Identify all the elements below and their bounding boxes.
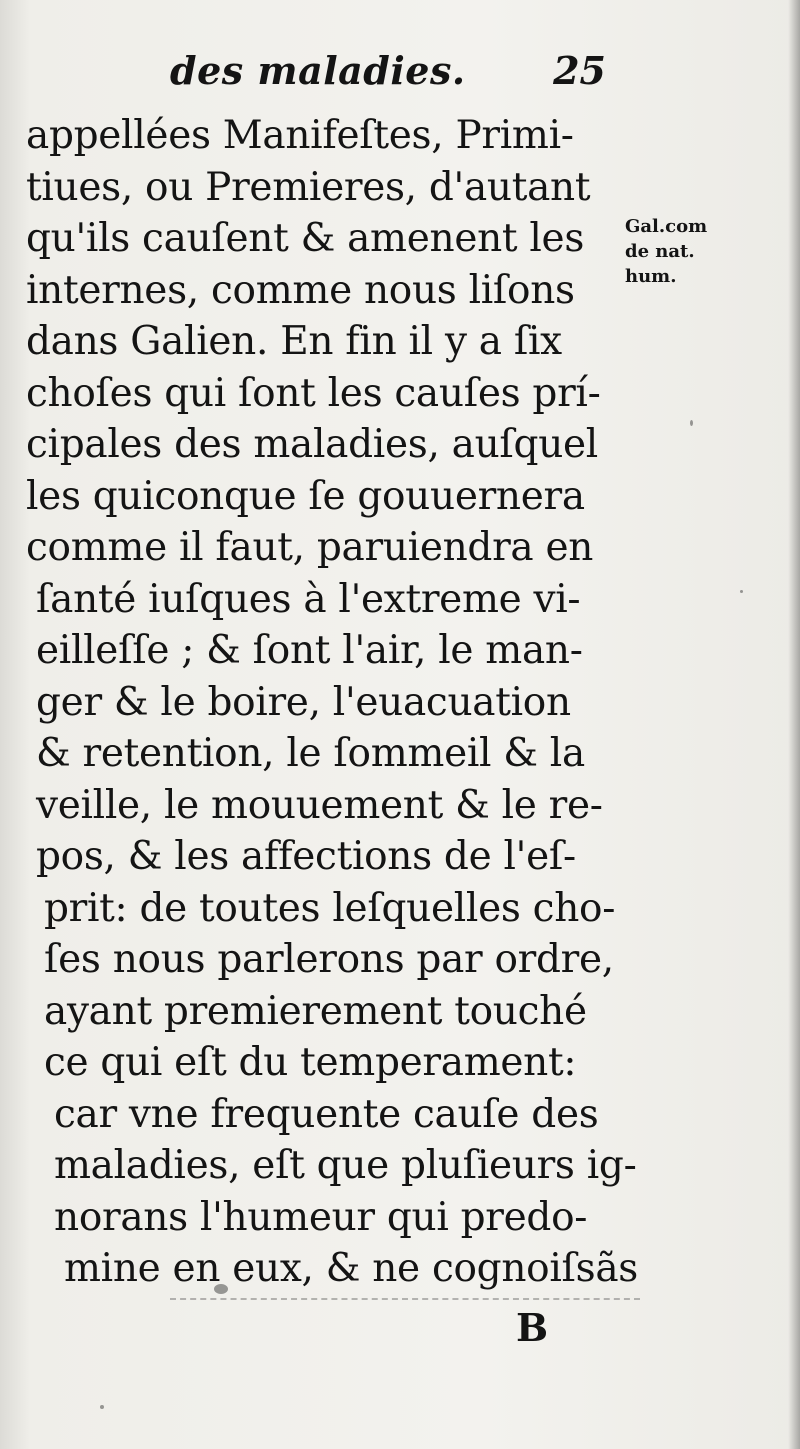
text-line: pos, & les affections de l'eſ-	[36, 834, 576, 879]
page-header	[170, 48, 620, 108]
text-line: qu'ils cauſent & amenent les	[26, 216, 585, 261]
text-line: ayant premierement touché	[44, 988, 587, 1034]
signature-mark: B	[516, 1305, 549, 1350]
page-edge-shadow	[788, 0, 800, 1449]
text-line: ſes nous parlerons par ordre,	[44, 937, 614, 982]
body-text	[26, 110, 639, 1295]
page-number: 25	[553, 48, 606, 93]
ink-speck	[690, 420, 693, 426]
text-line: prit: de toutes leſquelles cho-	[44, 885, 616, 931]
text-line: ce qui eſt du temperament:	[44, 1040, 577, 1085]
text-line: internes, comme nous liſons	[26, 267, 575, 313]
text-line: & retention, le ſommeil & la	[36, 731, 585, 776]
text-line: comme il faut, paruiendra en	[26, 525, 594, 570]
text-line: cipales des maladies, auſquel	[26, 422, 598, 467]
text-line: maladies, eſt que pluſieurs ig-	[54, 1143, 637, 1188]
ink-speck	[740, 590, 743, 593]
text-line: choſes qui ſont les cauſes prí-	[26, 370, 601, 416]
text-line: ſanté iuſques à l'extreme vi-	[36, 576, 581, 622]
text-line: les quiconque ſe gouuernera	[26, 473, 585, 519]
text-line: car vne frequente cauſe des	[54, 1091, 599, 1137]
margin-note-line: hum.	[625, 266, 677, 287]
text-line: dans Galien. En fin il y a ſix	[26, 319, 562, 364]
text-line: veille, le mouuement & le re-	[36, 782, 603, 828]
text-line: norans l'humeur qui predo-	[54, 1194, 588, 1240]
margin-note	[625, 214, 785, 289]
text-line: eilleſſe ; & ſont l'air, le man-	[36, 628, 583, 673]
ink-speck	[100, 1405, 104, 1409]
text-line: mine en eux, & ne cognoiſsãs	[64, 1246, 639, 1291]
text-line: appellées Manifeſtes, Primi-	[26, 113, 574, 158]
margin-note-line: Gal.com	[625, 216, 708, 237]
running-title: des maladies.	[170, 48, 466, 93]
text-line: tiues, ou Premieres, d'autant	[26, 164, 591, 210]
page-bottom-rule	[170, 1298, 640, 1301]
margin-note-line: de nat.	[625, 241, 695, 262]
text-line: ger & le boire, l'euacuation	[36, 679, 571, 725]
ink-speck	[214, 1284, 228, 1294]
